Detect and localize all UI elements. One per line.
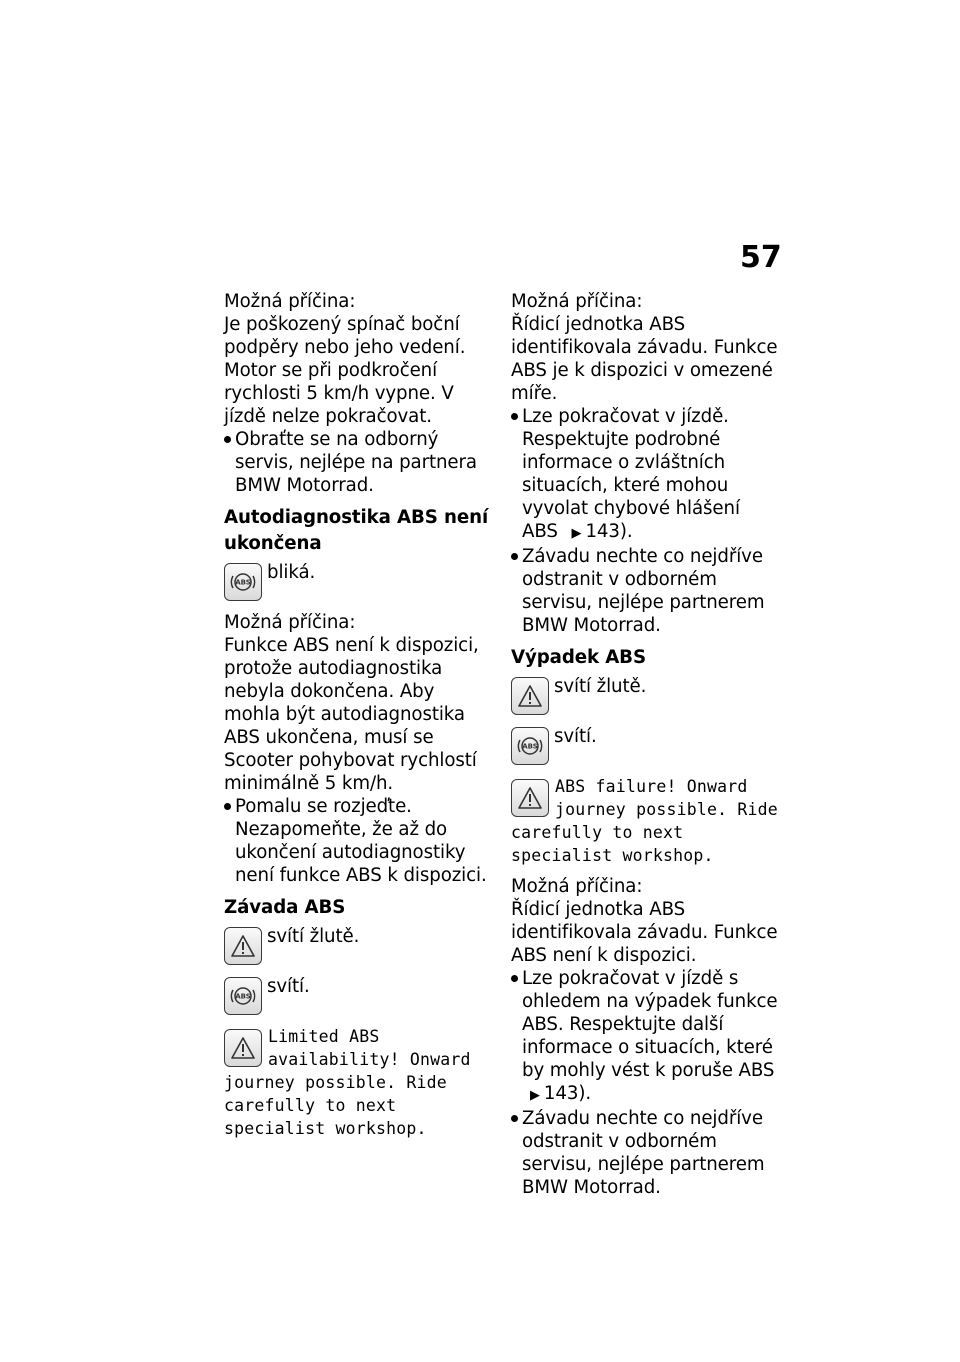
- cause-label: Možná příčina:: [224, 612, 356, 633]
- bullet-list: [511, 405, 779, 637]
- warning-triangle-icon: [511, 677, 549, 715]
- abs-row: [511, 725, 779, 765]
- abs-state-text: svítí.: [554, 726, 597, 747]
- abs-indicator-icon: [511, 727, 549, 765]
- left-column: [224, 290, 492, 1148]
- bullet-item: [511, 967, 779, 1107]
- cause-label: Možná příčina:: [511, 876, 643, 897]
- warning-triangle-icon: [511, 779, 549, 817]
- page-reference: 143).: [543, 1083, 591, 1104]
- bullet-item: Obraťte se na odborný servis, nejlépe na partnera BMW Motorrad.: [224, 428, 492, 497]
- page-reference-arrow-icon: ▶: [530, 1088, 540, 1103]
- abs-indicator-icon: [224, 563, 262, 601]
- section-heading-abs-selftest: Autodiagnostika ABS není ukončena: [224, 507, 489, 554]
- display-message-text: ABS failure! Onward journey possible. Ride carefully to next specialist workshop.: [511, 777, 778, 865]
- abs-state-text: bliká.: [267, 562, 316, 583]
- bullet-text: Lze pokračovat v jízdě. Respektujte podrobné informace o zvláštních situacích, které mohou vyvolat chybové hlášení ABS: [522, 406, 740, 542]
- bullet-list: [224, 795, 492, 887]
- bullet-list: [224, 428, 492, 497]
- display-message: [511, 775, 779, 867]
- right-column: [511, 290, 779, 1199]
- svg-text:ABS: ABS: [235, 578, 251, 587]
- bullet-item: Závadu nechte co nejdříve odstranit v odborném servisu, nejlépe partnerem BMW Motorrad.: [511, 545, 779, 637]
- cause-label: Možná příčina:: [511, 291, 643, 312]
- section-heading-abs-fault: Závada ABS: [224, 897, 346, 918]
- cause-text: Je poškozený spínač boční podpěry nebo jeho vedení. Motor se při podkročení rychlosti 5 km/h vypne. V jízdě nelze pokračovat.: [224, 314, 466, 427]
- svg-text:ABS: ABS: [235, 992, 251, 1001]
- bullet-item: Pomalu se rozjeďte. Nezapomeňte, že až do ukončení autodiagnostiky není funkce ABS k dispozici.: [224, 795, 492, 887]
- abs-row: [224, 975, 492, 1015]
- warning-row: [511, 675, 779, 715]
- cause-text: Řídicí jednotka ABS identifikovala závadu. Funkce ABS není k dispozici.: [511, 899, 778, 966]
- bullet-text: Lze pokračovat v jízdě s ohledem na výpadek funkce ABS. Respektujte další informace o situacích, které by mohly vést k poruše ABS: [522, 968, 778, 1081]
- page-number: 57: [740, 240, 782, 275]
- page-reference: 143).: [585, 521, 633, 542]
- svg-text:ABS: ABS: [522, 742, 538, 751]
- warning-row: [224, 925, 492, 965]
- bullet-item: Závadu nechte co nejdříve odstranit v odborném servisu, nejlépe partnerem BMW Motorrad.: [511, 1107, 779, 1199]
- warning-state-text: svítí žlutě.: [554, 676, 647, 697]
- abs-blink-row: [224, 561, 492, 601]
- cause-label: Možná příčina:: [224, 291, 356, 312]
- bullet-item: [511, 405, 779, 545]
- display-message: [224, 1025, 492, 1140]
- warning-triangle-icon: [224, 927, 262, 965]
- display-message-text: Limited ABS availability! Onward journey possible. Ride carefully to next specialist workshop.: [224, 1027, 471, 1138]
- abs-indicator-icon: [224, 977, 262, 1015]
- section-heading-abs-failure: Výpadek ABS: [511, 647, 646, 668]
- cause-text: Funkce ABS není k dispozici, protože autodiagnostika nebyla dokončena. Aby mohla být autodiagnostika ABS ukončena, musí se Scooter pohybovat rychlostí minimálně 5 km/h.: [224, 635, 479, 794]
- warning-triangle-icon: [224, 1029, 262, 1067]
- cause-text: Řídicí jednotka ABS identifikovala závadu. Funkce ABS je k dispozici v omezené míře.: [511, 314, 778, 404]
- abs-state-text: svítí.: [267, 976, 310, 997]
- bullet-list: [511, 967, 779, 1199]
- page-reference-arrow-icon: ▶: [571, 526, 582, 541]
- warning-state-text: svítí žlutě.: [267, 926, 360, 947]
